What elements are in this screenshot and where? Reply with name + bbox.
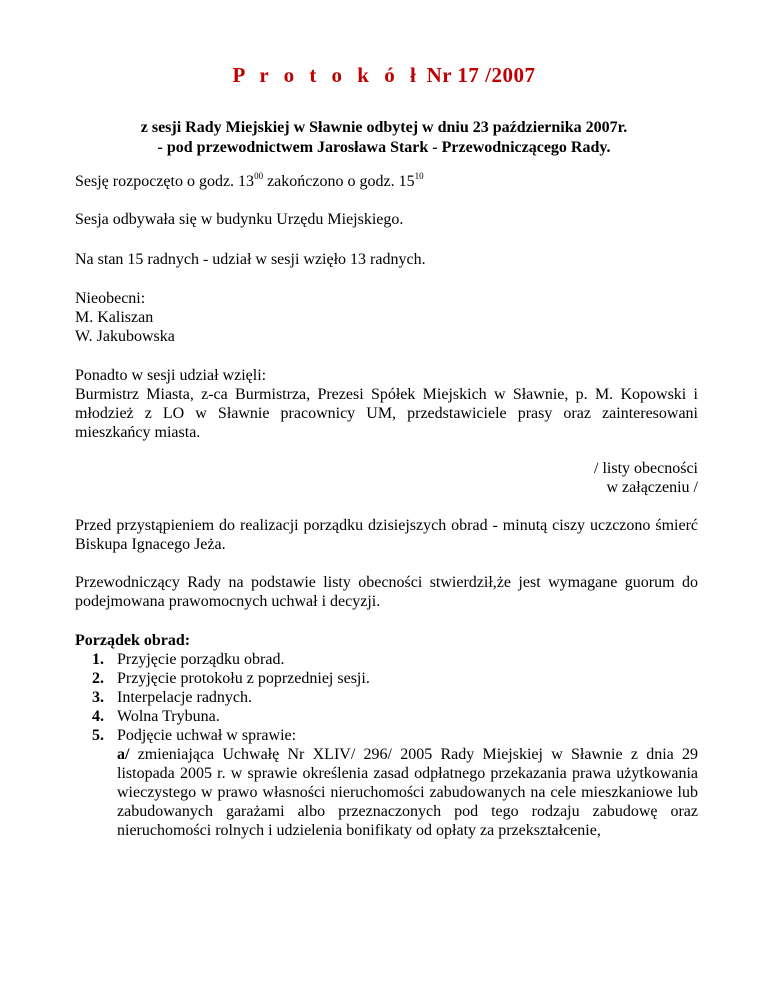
title-spaced: P r o t o k ó ł: [232, 63, 421, 87]
session-times: [75, 172, 698, 191]
agenda-subitem-a: [75, 745, 698, 840]
participants-label: Ponadto w sesji udział wzięli:: [75, 367, 267, 384]
subtitle-line-1: z sesji Rady Miejskiej w Sławnie odbytej w dniu 23 października 2007r.: [140, 119, 628, 136]
agenda-item-number: 1.: [92, 651, 104, 668]
agenda-item-text: Interpelacje radnych.: [117, 689, 253, 706]
session-subtitle: [0, 118, 768, 158]
agenda-section: [75, 631, 698, 840]
agenda-item: [75, 726, 698, 745]
agenda-item: [75, 669, 698, 688]
agenda-subitem-label: a/: [117, 746, 130, 763]
attachment-note-line-2: w załączeniu /: [606, 479, 698, 496]
agenda-item: [75, 688, 698, 707]
agenda-item: [75, 707, 698, 726]
absent-label: Nieobecni:: [75, 290, 146, 307]
agenda-item-text: Wolna Trybuna.: [117, 708, 220, 725]
agenda-list: [75, 650, 698, 745]
attendance-text: Na stan 15 radnych - udział w sesji wzięło 13 radnych.: [75, 251, 426, 268]
minute-of-silence: Przed przystąpieniem do realizacji porządku dzisiejszych obrad - minutą ciszy uczczono śmierć Biskupa Ignacego Jeża.: [75, 517, 698, 553]
subtitle-line-2: - pod przewodnictwem Jarosława Stark - Przewodniczącego Rady.: [157, 139, 611, 156]
agenda-item-number: 3.: [92, 689, 104, 706]
absent-section: [75, 289, 698, 346]
end-time-text: zakończono o godz. 15: [263, 173, 415, 190]
agenda-item-number: 2.: [92, 670, 104, 687]
quorum-statement: Przewodniczący Rady na podstawie listy obecności stwierdził,że jest wymagane guorum do podejmowana prawomocnych uchwał i decyzji.: [75, 574, 698, 610]
session-location: Sesja odbywała się w budynku Urzędu Miejskiego.: [75, 211, 404, 228]
participants-text: Burmistrz Miasta, z-ca Burmistrza, Prezesi Spółek Miejskich w Sławnie, p. M. Kopowski i młodzież z LO w Sławnie pracownicy UM, przedstawiciele prasy oraz zainteresowani mieszkańcy miasta.: [75, 386, 698, 441]
agenda-item: [75, 650, 698, 669]
title-number: Nr 17 /2007: [420, 63, 536, 87]
agenda-subitem-text: zmieniająca Uchwałę Nr XLIV/ 296/ 2005 Rady Miejskiej w Sławnie z dnia 29 listopada 2005 r. w sprawie określenia zasad odpłatnego przekazania prawa użytkowania wieczystego w prawo własności nieruchomości zabudowanych na cele mieszkaniowe lub zabudowanych garażami albo przeznaczonych pod tego rodzaju zabudowę oraz nieruchomości rolnych i udzielenia bonifikaty od opłaty za przekształcenie,: [117, 746, 698, 839]
participants-section: [75, 366, 698, 442]
attachment-note-line-1: / listy obecności: [594, 460, 698, 477]
absent-name: M. Kaliszan: [75, 309, 154, 326]
agenda-item-number: 5.: [92, 727, 104, 744]
start-time-text: Sesję rozpoczęto o godz. 13: [75, 173, 255, 190]
agenda-item-text: Przyjęcie porządku obrad.: [117, 651, 285, 668]
absent-name: W. Jakubowska: [75, 328, 175, 345]
page-title: [0, 63, 768, 87]
agenda-heading: Porządek obrad:: [75, 632, 191, 649]
agenda-item-text: Przyjęcie protokołu z poprzedniej sesji.: [117, 670, 370, 687]
start-time-minutes: 00: [254, 171, 264, 181]
agenda-item-number: 4.: [92, 708, 104, 725]
end-time-minutes: 10: [414, 171, 424, 181]
agenda-item-text: Podjęcie uchwał w sprawie:: [117, 727, 297, 744]
attachment-note: [75, 459, 698, 497]
